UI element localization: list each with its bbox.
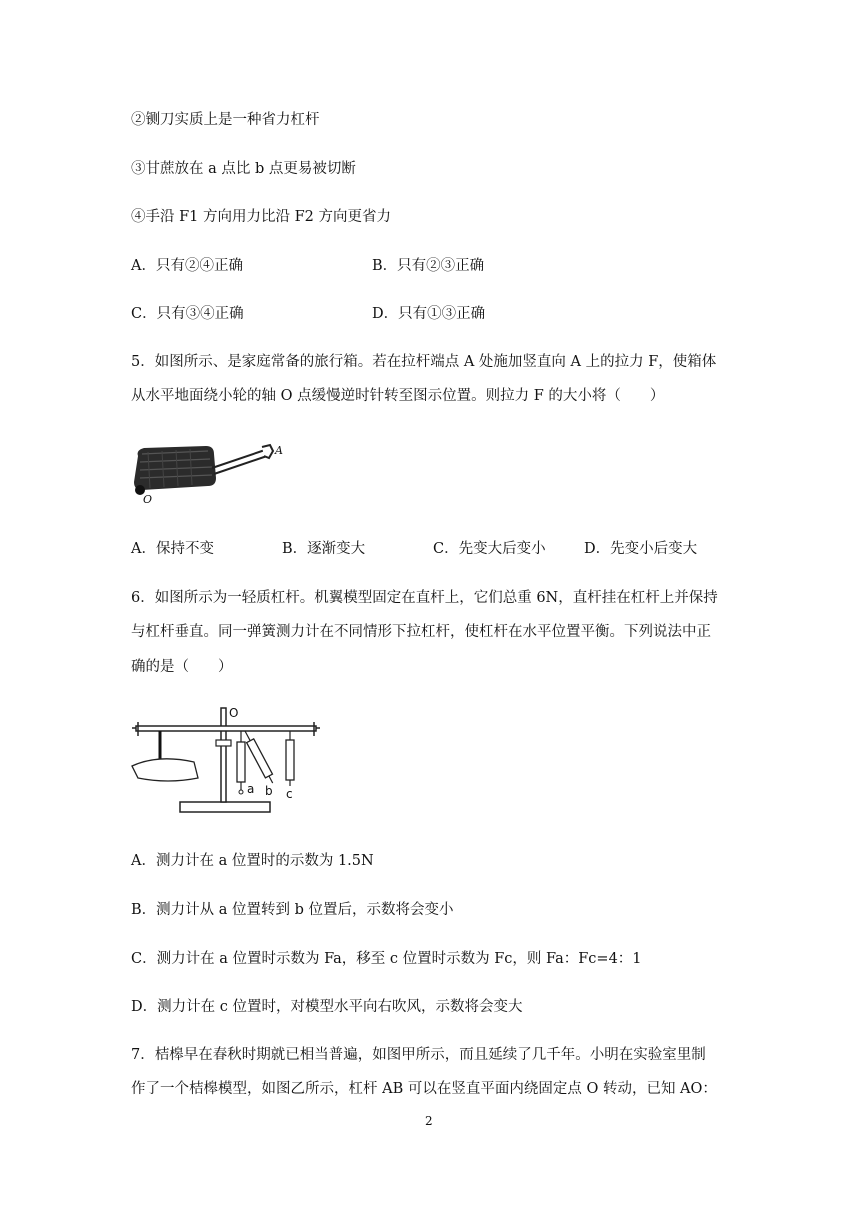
q6-option-c: C．测力计在 a 位置时示数为 Fa，移至 c 位置时示数为 Fc，则 Fa：Fc=4：1 [131,951,642,967]
label-a: a [247,782,255,796]
label-c: c [286,787,293,801]
statement-4: ④手沿 F1 方向用力比沿 F2 方向更省力 [131,209,392,225]
suitcase-figure [128,438,298,510]
prev-option-b: B．只有②③正确 [372,258,485,274]
label-b: b [265,784,273,798]
prev-option-a: A．只有②④正确 [131,258,243,274]
q5-option-c: C．先变大后变小 [433,541,546,557]
q5-option-b: B．逐渐变大 [282,541,366,557]
q5-option-d: D．先变小后变大 [584,541,698,557]
page-number: 2 [425,1114,433,1128]
statement-3: ③甘蔗放在 a 点比 b 点更易被切断 [131,161,356,177]
label-o: O [143,493,153,506]
label-a: A [275,444,283,457]
q6-option-d: D．测力计在 c 位置时，对模型水平向右吹风，示数将会变大 [131,999,523,1015]
statement-2: ②铡刀实质上是一种省力杠杆 [131,112,320,128]
prev-option-d: D．只有①③正确 [372,306,486,322]
label-o: O [229,706,239,720]
q7-stem-line1: 7．桔槔早在春秋时期就已相当普遍，如图甲所示，而且延续了几千年。小明在实验室里制 [131,1047,706,1063]
q5-stem-line2: 从水平地面绕小轮的轴 O 点缓慢逆时针转至图示位置。则拉力 F 的大小将（ ） [131,388,665,404]
q6-stem-line2: 与杠杆垂直。同一弹簧测力计在不同情形下拉杠杆，使杠杆在水平位置平衡。下列说法中正 [131,624,711,640]
q5-option-a: A．保持不变 [131,541,214,557]
lever-figure [128,704,323,818]
prev-option-c: C．只有③④正确 [131,306,244,322]
q6-stem-line1: 6．如图所示为一轻质杠杆。机翼模型固定在直杆上，它们总重 6N，直杆挂在杠杆上并保持 [131,590,718,606]
q6-option-b: B．测力计从 a 位置转到 b 位置后，示数将会变小 [131,902,454,918]
q6-option-a: A．测力计在 a 位置时的示数为 1.5N [131,853,374,869]
q6-stem-line3: 确的是（ ） [131,659,233,675]
q7-stem-line2: 作了一个桔槔模型，如图乙所示，杠杆 AB 可以在竖直平面内绕固定点 O 转动，已知 AO： [131,1081,717,1097]
q5-stem-line1: 5．如图所示、是家庭常备的旅行箱。若在拉杆端点 A 处施加竖直向 A 上的拉力 F，使箱体 [131,354,717,370]
